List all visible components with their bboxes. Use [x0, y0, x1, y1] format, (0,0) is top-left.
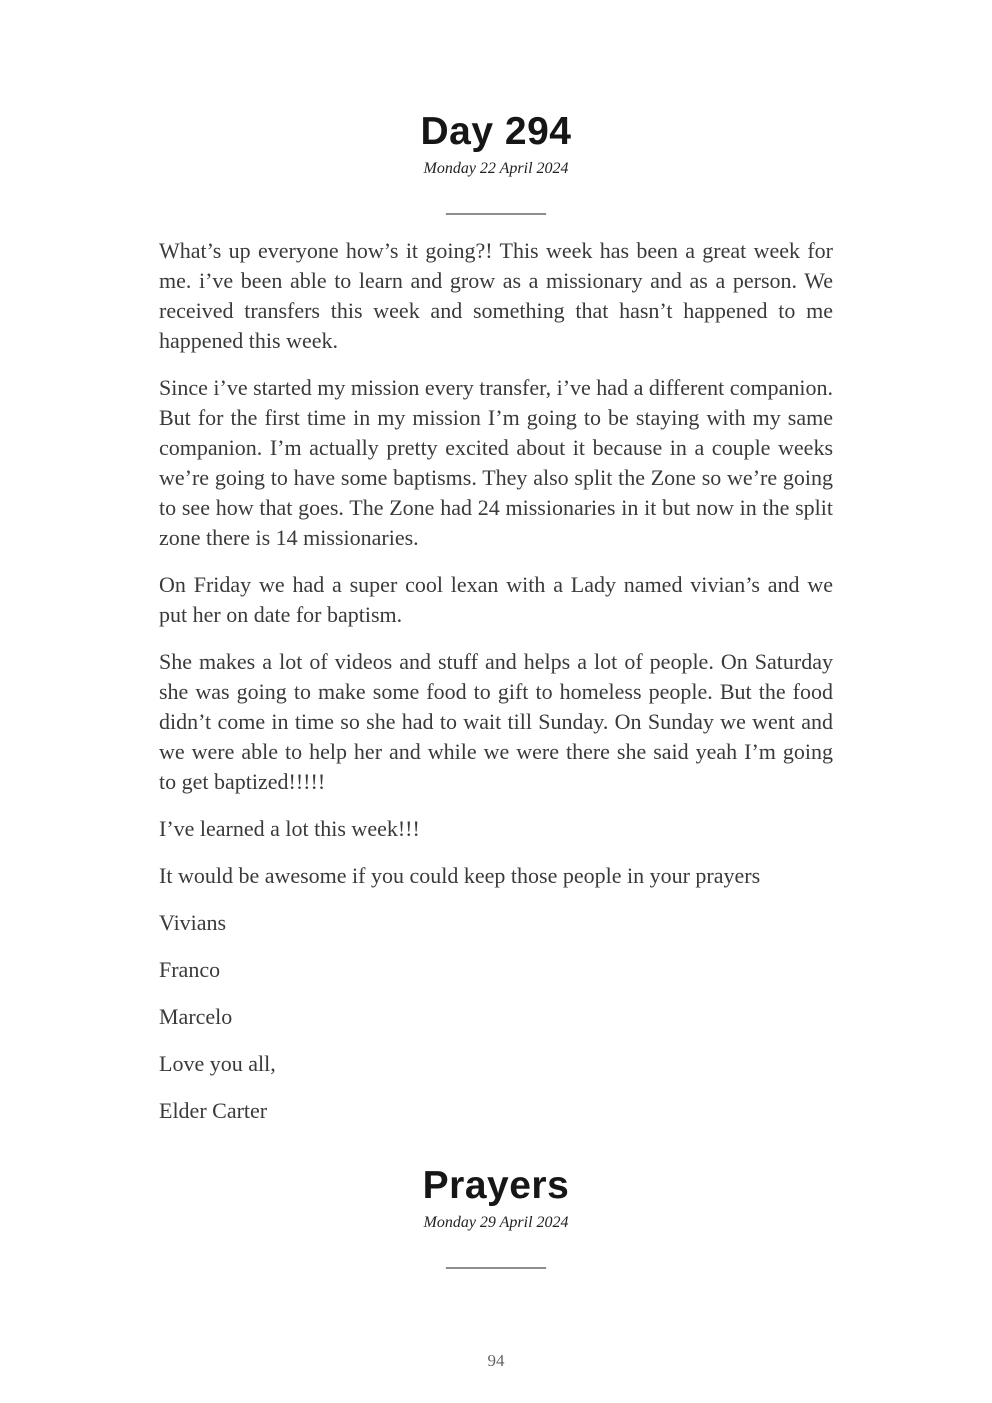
paragraph: It would be awesome if you could keep those people in your prayers [159, 862, 761, 888]
paragraph: On Friday we had a super cool lexan with a Lady named vivian’s and we put her on date for baptism. [159, 571, 833, 627]
page-number: 94 [487, 1351, 505, 1370]
entry-day-294 [159, 110, 833, 1126]
paragraph: I’ve learned a lot this week!!! [159, 815, 420, 841]
paragraph: What’s up everyone how’s it going?! This week has been a great week for me. i’ve been able to learn and grow as a missionary and as a person. We received transfers this week and something that hasn’t happened to me happened this week. [159, 237, 833, 353]
paragraph: She makes a lot of videos and stuff and helps a lot of people. On Saturday she was going to make some food to gift to homeless people. But the food didn’t come in time so she had to wait till Sunday. On Sunday we went and we were able to help her and while we were there she said yeah I’m going to get baptized!!!!! [159, 648, 833, 794]
entry-header [159, 110, 833, 219]
entry-body [159, 236, 833, 1126]
paragraph: Franco [159, 956, 221, 982]
entry-title: Prayers [422, 1163, 570, 1207]
paragraph: Elder Carter [159, 1097, 268, 1123]
entry-date: Monday 29 April 2024 [423, 1213, 569, 1231]
paragraph: Marcelo [159, 1003, 233, 1029]
section-divider: __________ [446, 194, 546, 217]
page-content [159, 0, 833, 1273]
section-divider: __________ [446, 1248, 546, 1271]
paragraph: Love you all, [159, 1050, 276, 1076]
entry-header [159, 1164, 833, 1273]
entry-title: Day 294 [420, 110, 572, 153]
paragraph: Vivians [159, 909, 227, 935]
entry-prayers [159, 1164, 833, 1273]
paragraph: Since i’ve started my mission every transfer, i’ve had a different companion. But for the first time in my mission I’m going to be staying with my same companion. I’m actually pretty excited about it because in a couple weeks we’re going to have some baptisms. They also split the Zone so we’re going to see how that goes. The Zone had 24 missionaries in it but now in the split zone there is 14 missionaries. [159, 374, 833, 550]
entry-date: Monday 22 April 2024 [423, 159, 569, 177]
